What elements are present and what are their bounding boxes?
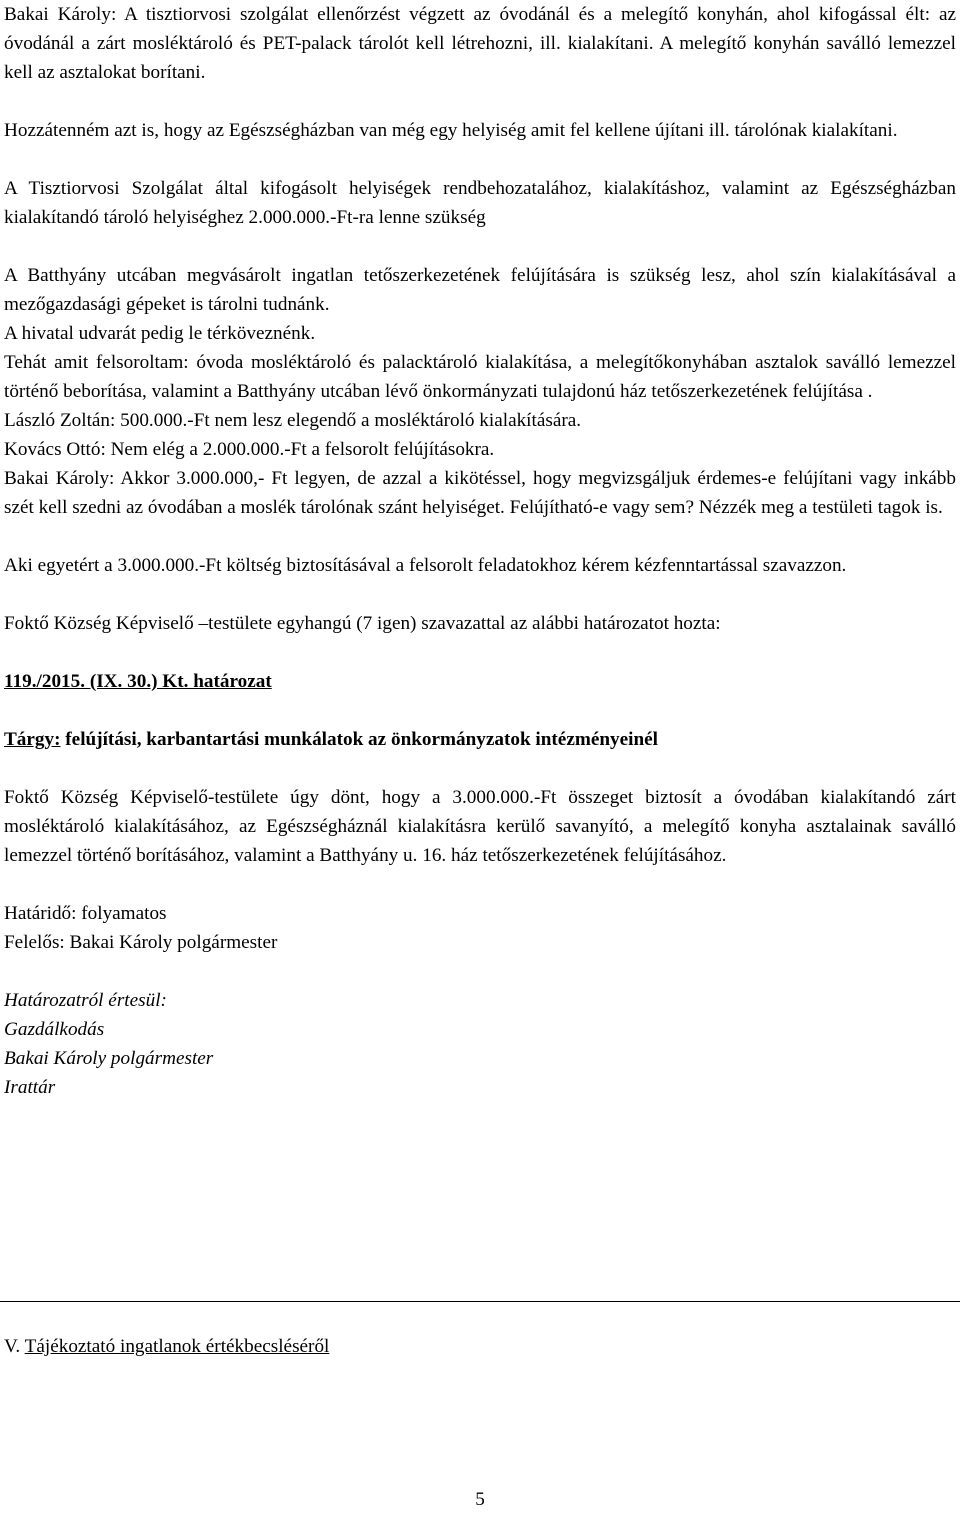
section-heading xyxy=(4,1332,329,1361)
notify-item-irattar: Irattár xyxy=(4,1077,56,1098)
resolution-subject-label: Tárgy: xyxy=(4,729,61,750)
paragraph-cost-estimate: A Tisztiorvosi Szolgálat által kifogásolt helyiségek rendbehozatalához, kialakításhoz, valamint az Egészségházban kialakítandó tároló helyiséghez 2.000.000.-Ft-ra lenne szükség xyxy=(4,178,956,228)
section-title: Tájékoztató ingatlanok értékbecsléséről xyxy=(24,1336,330,1357)
paragraph-bakai-report: Bakai Károly: A tisztiorvosi szolgálat ellenőrzést végzett az óvodánál és a melegítő konyhán, ahol kifogással élt: az óvodánál a zárt mosléktároló és PET-palack tárolót kell létrehozni, ill. kialakítani. A melegítő konyhán saválló lemezzel kell az asztalokat borítani. xyxy=(4,4,956,83)
resolution-subject xyxy=(4,725,956,754)
paragraph-vote-result: Foktő Község Képviselő –testülete egyhangú (7 igen) szavazattal az alábbi határozatot hozta: xyxy=(4,613,721,634)
paragraph-hivatal-udvar: A hivatal udvarát pedig le térköveznénk. xyxy=(4,323,316,344)
resolution-deadline: Határidő: folyamatos xyxy=(4,903,167,924)
resolution-body: Foktő Község Képviselő-testülete úgy dönt, hogy a 3.000.000.-Ft összeget biztosít a óvodában kialakítandó zárt mosléktároló kialakításához, az Egészségháznál kialakításra kerülő savanyító, a melegítő konyha asztalainak saválló lemezzel történő borításához, valamint a Batthyány u. 16. ház tetőszerkezetének felújításához. xyxy=(4,787,956,866)
section-divider xyxy=(0,1301,960,1302)
page-number: 5 xyxy=(475,1489,485,1510)
resolution-number: 119./2015. (IX. 30.) Kt. határozat xyxy=(4,671,272,692)
paragraph-bakai-proposal: Bakai Károly: Akkor 3.000.000,- Ft legyen, de azzal a kikötéssel, hogy megvizsgáljuk érdemes-e felújítani vagy inkább szét kell szedni az óvodában a moslék tárolónak szánt helyiséget. Felújítható-e vagy sem? Nézzék meg a testületi tagok is. xyxy=(4,468,956,518)
resolution-subject-text: felújítási, karbantartási munkálatok az önkormányzatok intézményeinél xyxy=(60,729,658,750)
section-number: V. xyxy=(4,1336,25,1357)
paragraph-summary: Tehát amit felsoroltam: óvoda mosléktároló és palacktároló kialakítása, a melegítőkonyhában asztalok saválló lemezzel történő beborítása, valamint a Batthyány utcában lévő önkormányzati tulajdonú ház tetőszerkezetének felújítása . xyxy=(4,352,956,402)
document-page xyxy=(4,0,956,1102)
paragraph-vote-call: Aki egyetért a 3.000.000.-Ft költség biztosításával a felsorolt feladatokhoz kérem kézfenntartással szavazzon. xyxy=(4,555,847,576)
resolution-responsible: Felelős: Bakai Károly polgármester xyxy=(4,932,278,953)
paragraph-kovacs: Kovács Ottó: Nem elég a 2.000.000.-Ft a felsorolt felújításokra. xyxy=(4,439,495,460)
notify-heading: Határozatról értesül: xyxy=(4,990,167,1011)
notify-item-gazdalkodas: Gazdálkodás xyxy=(4,1019,105,1040)
paragraph-laszlo: László Zoltán: 500.000.-Ft nem lesz elegendő a mosléktároló kialakítására. xyxy=(4,410,582,431)
paragraph-batthyany: A Batthyány utcában megvásárolt ingatlan tetőszerkezetének felújítására is szükség lesz, ahol szín kialakításával a mezőgazdasági gépeket is tárolni tudnánk. xyxy=(4,265,956,315)
paragraph-egeszseghaz: Hozzátenném azt is, hogy az Egészségházban van még egy helyiség amit fel kellene újítani ill. tárolónak kialakítani. xyxy=(4,120,898,141)
notify-item-polgarmester: Bakai Károly polgármester xyxy=(4,1048,214,1069)
